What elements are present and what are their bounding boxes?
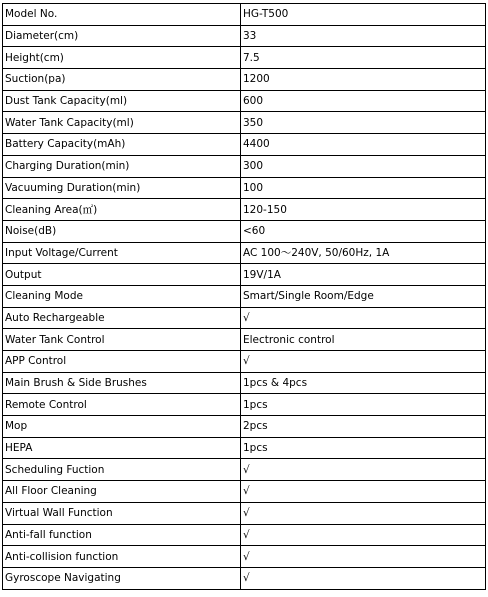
spec-value-cell: Smart/Single Room/Edge: [241, 285, 486, 307]
spec-label-cell: Water Tank Control: [3, 329, 241, 351]
spec-value-cell: √: [241, 307, 486, 329]
table-row: [3, 394, 486, 416]
table-row: [3, 524, 486, 546]
spec-value-cell: √: [241, 502, 486, 524]
table-row: [3, 47, 486, 69]
table-row: [3, 220, 486, 242]
spec-value-cell: 1pcs & 4pcs: [241, 372, 486, 394]
spec-label-cell: HEPA: [3, 437, 241, 459]
table-row: [3, 112, 486, 134]
spec-label-cell: Virtual Wall Function: [3, 502, 241, 524]
spec-value-cell: 4400: [241, 134, 486, 156]
spec-value-cell: 1pcs: [241, 437, 486, 459]
table-row: [3, 546, 486, 568]
spec-label-cell: Remote Control: [3, 394, 241, 416]
table-row: [3, 4, 486, 26]
spec-label-cell: Vacuuming Duration(min): [3, 177, 241, 199]
spec-value-cell: 100: [241, 177, 486, 199]
spec-label-cell: Height(cm): [3, 47, 241, 69]
table-row: [3, 481, 486, 503]
spec-value-cell: 2pcs: [241, 416, 486, 438]
spec-value-cell: √: [241, 567, 486, 589]
spec-label-cell: Output: [3, 264, 241, 286]
spec-value-cell: 7.5: [241, 47, 486, 69]
spec-label-cell: Auto Rechargeable: [3, 307, 241, 329]
spec-label-cell: Mop: [3, 416, 241, 438]
spec-label-cell: Input Voltage/Current: [3, 242, 241, 264]
spec-label-cell: Water Tank Capacity(ml): [3, 112, 241, 134]
table-row: [3, 502, 486, 524]
table-row: [3, 155, 486, 177]
spec-value-cell: 120-150: [241, 199, 486, 221]
table-row: [3, 177, 486, 199]
table-row: [3, 90, 486, 112]
table-row: [3, 351, 486, 373]
spec-label-cell: Cleaning Mode: [3, 285, 241, 307]
spec-value-cell: 1pcs: [241, 394, 486, 416]
table-row: [3, 25, 486, 47]
spec-label-cell: Charging Duration(min): [3, 155, 241, 177]
spec-value-cell: √: [241, 546, 486, 568]
spec-value-cell: 19V/1A: [241, 264, 486, 286]
table-row: [3, 264, 486, 286]
table-row: [3, 372, 486, 394]
spec-table-body: [3, 4, 486, 590]
table-row: [3, 307, 486, 329]
table-row: [3, 242, 486, 264]
spec-label-cell: Anti-fall function: [3, 524, 241, 546]
spec-value-cell: √: [241, 524, 486, 546]
table-row: [3, 459, 486, 481]
spec-value-cell: AC 100～240V, 50/60Hz, 1A: [241, 242, 486, 264]
spec-value-cell: 33: [241, 25, 486, 47]
spec-value-cell: 1200: [241, 69, 486, 91]
spec-label-cell: APP Control: [3, 351, 241, 373]
spec-value-cell: √: [241, 351, 486, 373]
spec-label-cell: Battery Capacity(mAh): [3, 134, 241, 156]
spec-value-cell: √: [241, 459, 486, 481]
spec-value-cell: 600: [241, 90, 486, 112]
table-row: [3, 437, 486, 459]
spec-label-cell: Suction(pa): [3, 69, 241, 91]
spec-label-cell: Scheduling Fuction: [3, 459, 241, 481]
spec-label-cell: Model No.: [3, 4, 241, 26]
table-row: [3, 416, 486, 438]
spec-label-cell: Dust Tank Capacity(ml): [3, 90, 241, 112]
table-row: [3, 199, 486, 221]
spec-value-cell: HG-T500: [241, 4, 486, 26]
spec-value-cell: <60: [241, 220, 486, 242]
spec-label-cell: Noise(dB): [3, 220, 241, 242]
table-row: [3, 285, 486, 307]
table-row: [3, 329, 486, 351]
spec-label-cell: All Floor Cleaning: [3, 481, 241, 503]
spec-label-cell: Diameter(cm): [3, 25, 241, 47]
spec-label-cell: Anti-collision function: [3, 546, 241, 568]
spec-value-cell: Electronic control: [241, 329, 486, 351]
spec-value-cell: 350: [241, 112, 486, 134]
spec-label-cell: Cleaning Area(㎡): [3, 199, 241, 221]
table-row: [3, 567, 486, 589]
spec-label-cell: Main Brush & Side Brushes: [3, 372, 241, 394]
table-row: [3, 69, 486, 91]
spec-value-cell: 300: [241, 155, 486, 177]
table-row: [3, 134, 486, 156]
spec-label-cell: Gyroscope Navigating: [3, 567, 241, 589]
spec-table: [2, 3, 486, 590]
spec-value-cell: √: [241, 481, 486, 503]
